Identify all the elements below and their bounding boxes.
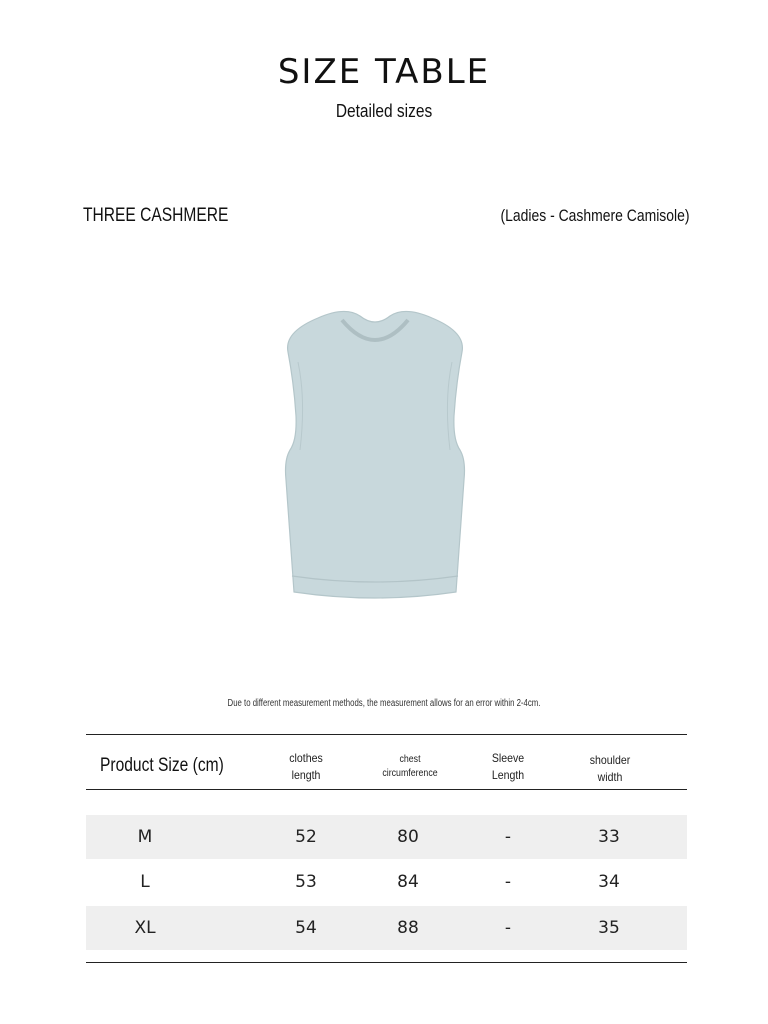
column-header-chest-circumference: chest circumference — [382, 754, 438, 779]
product-image — [270, 300, 480, 610]
shoulder-cell: 33 — [598, 827, 620, 847]
table-row — [86, 815, 687, 859]
table-row — [86, 860, 687, 904]
measurement-note: Due to different measurement methods, the measurement allows for an error within 2-4cm. — [227, 698, 541, 709]
sleeve-cell: - — [504, 918, 512, 938]
sleeve-cell: - — [504, 827, 512, 847]
column-header-shoulder-width: shoulder width — [589, 753, 631, 784]
chest-cell: 84 — [397, 872, 419, 892]
brand-name: THREE CASHMERE — [83, 205, 229, 226]
column-header-sleeve-length: Sleeve Length — [491, 751, 525, 782]
page-title: SIZE TABLE — [277, 52, 491, 92]
table-top-rule — [86, 734, 687, 735]
table-bottom-rule — [86, 962, 687, 963]
shoulder-cell: 34 — [598, 872, 620, 892]
product-type: (Ladies - Cashmere Camisole) — [500, 206, 690, 225]
clothes-length-cell: 54 — [295, 918, 317, 938]
page-subtitle: Detailed sizes — [335, 101, 433, 121]
chest-cell: 80 — [397, 827, 419, 847]
clothes-length-cell: 53 — [295, 872, 317, 892]
sleeve-cell: - — [504, 872, 512, 892]
chest-cell: 88 — [397, 918, 419, 938]
size-cell: M — [137, 827, 153, 847]
size-cell: L — [140, 872, 150, 892]
table-row — [86, 906, 687, 950]
size-cell: XL — [134, 918, 156, 938]
shoulder-cell: 35 — [598, 918, 620, 938]
clothes-length-cell: 52 — [295, 827, 317, 847]
column-header-clothes-length: clothes length — [289, 751, 323, 782]
table-header-rule — [86, 789, 687, 790]
size-column-header: Product Size (cm) — [100, 755, 224, 776]
garment-body — [286, 311, 465, 598]
